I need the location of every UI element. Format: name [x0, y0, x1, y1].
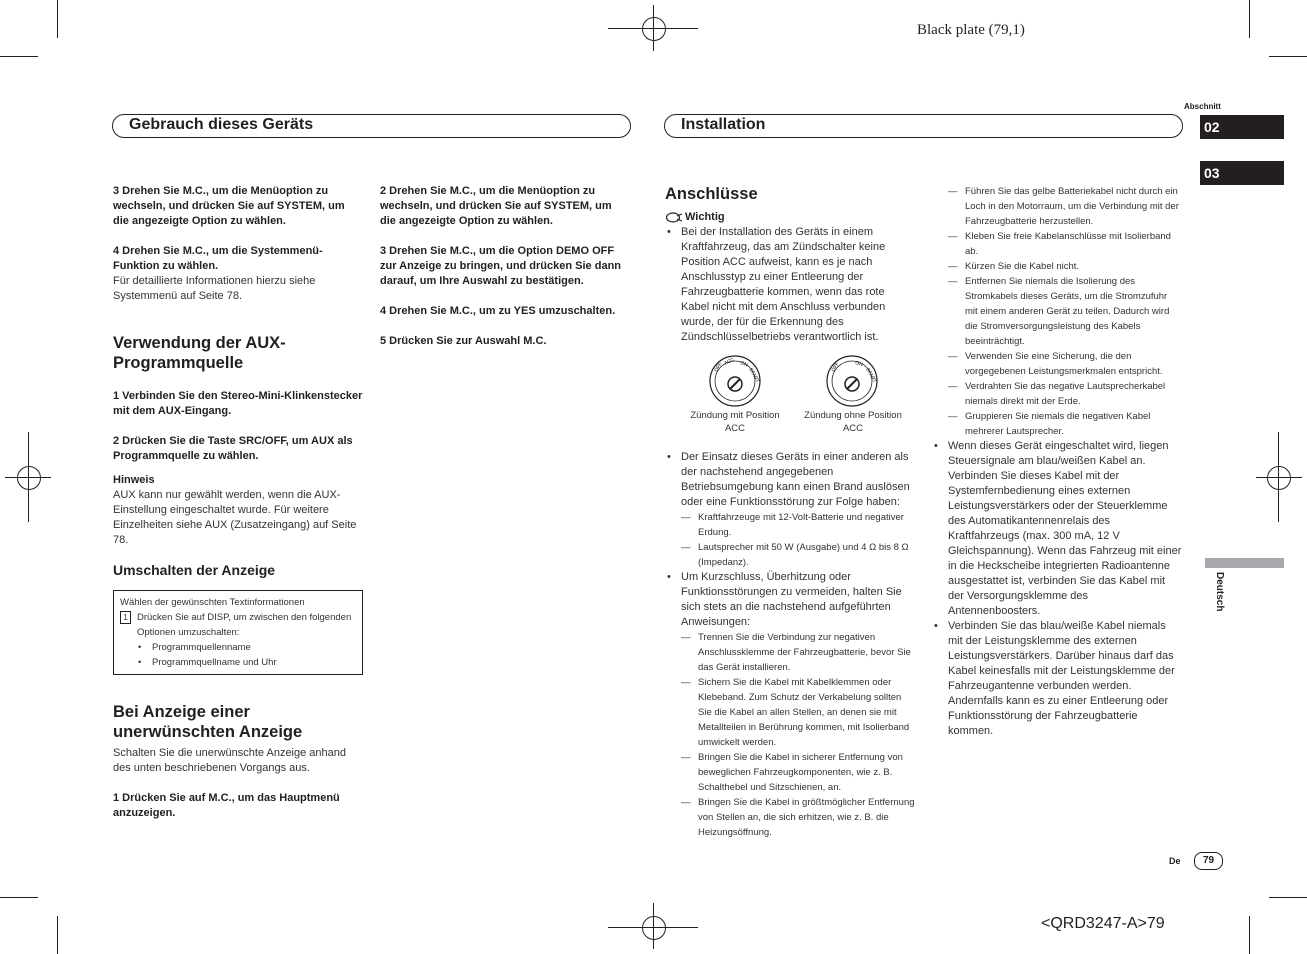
section-header-left [112, 114, 631, 138]
plate-label: Black plate (79,1) [917, 22, 1025, 38]
column-2 [380, 184, 630, 349]
box-item: • Programmquellname und Uhr [136, 655, 356, 670]
column-1 [113, 184, 363, 821]
dash-item: — Lautsprecher mit 50 W (Ausgabe) und 4 Ω bis 8 Ω (Impedanz). [681, 540, 915, 570]
crop-mark [1249, 0, 1250, 38]
unwanted-step-1: 1 Drücken Sie auf M.C., um das Hauptmenü anzuzeigen. [113, 792, 340, 819]
crop-mark [1249, 916, 1250, 954]
crop-mark [0, 897, 38, 898]
dash-item: — Kürzen Sie die Kabel nicht. [948, 259, 1182, 274]
dash-item: — Bringen Sie die Kabel in größtmöglicher Entfernung von Stellen an, die sich erhitzen, wie z. B. die Heizungsöffnung. [681, 795, 915, 840]
dash-item: — Trennen Sie die Verbindung zur negativen Anschlussklemme der Fahrzeugbatterie, bevor Sie das Gerät installieren. [681, 630, 915, 675]
important-row [665, 210, 915, 225]
bullet-1: • Bei der Installation des Geräts in einem Kraftfahrzeug, das am Zündschalter keine Position ACC aufweist, kann es je nach Anschlusstyp zu einer Entleerung der Fahrzeugbatterie kommen, wenn das rote Kabel nicht mit dem Anschluss verbunden wurde, der für die Erkennung des Zündschlüsselbetriebs verantwortlich ist. [665, 225, 915, 345]
step-4: 4 Drehen Sie M.C., um die Systemmenü-Funktion zu wählen. [113, 245, 323, 272]
step-3: 3 Drehen Sie M.C., um die Option DEMO OFF zur Anzeige zu bringen, und drücken Sie dann darauf, um Ihre Auswahl zu bestätigen. [380, 245, 622, 287]
step-4: 4 Drehen Sie M.C., um zu YES umzuschalten. [380, 305, 616, 317]
ign-label: START [864, 367, 878, 384]
column-3 [665, 184, 915, 840]
crop-mark [1269, 897, 1307, 898]
section-header-right [664, 114, 1183, 138]
ignition-without-caption: Zündung ohne Position ACC [804, 410, 902, 434]
ignition-without-acc-icon [825, 354, 879, 408]
dash-item: — Gruppieren Sie niemals die negativen Kabel mehrerer Lautsprecher. [948, 409, 1182, 439]
column-4 [932, 184, 1182, 739]
crop-mark [1269, 56, 1307, 57]
box-step: Drücken Sie auf DISP, um zwischen den folgenden Optionen umzuschalten: [137, 612, 352, 638]
unwanted-heading: Bei Anzeige einer unerwünschten Anzeige [113, 703, 303, 741]
important-icon [665, 212, 683, 223]
section-tab-02[interactable]: 02 [1200, 115, 1284, 139]
ign-label: ACC [723, 356, 736, 367]
step-5: 5 Drücken Sie zur Auswahl M.C. [380, 335, 547, 347]
footer-code: <QRD3247-A>79 [1041, 915, 1165, 932]
display-heading: Umschalten der Anzeige [113, 562, 276, 578]
dash-item: — Sichern Sie die Kabel mit Kabelklemmen oder Klebeband. Zum Schutz der Verkabelung sollten Sie die Kabel an allen Stellen, an denen sie mit Metallteilen in Berührung kommen, mit Isolierband umwickelt werden. [681, 675, 915, 750]
step-3: 3 Drehen Sie M.C., um die Menüoption zu wechseln, und drücken Sie auf SYSTEM, um die angezeigte Option zu wählen. [113, 185, 345, 227]
ignition-figures [665, 345, 915, 440]
dash-item: — Verdrahten Sie das negative Lautsprecherkabel niemals direkt mit der Erde. [948, 379, 1182, 409]
bullet-2: • Verbinden Sie das blau/weiße Kabel niemals mit der Leistungsklemme des externen Leistungsverstärkers. Darüber hinaus darf das Kabel keinesfalls mit der Leistungsklemme der Fahrzeugantenne verbunden werden. Andernfalls kann es zu einer Entleerung oder Funktionsstörung der Fahrzeugbatterie kommen. [932, 619, 1182, 739]
dash-item: — Kleben Sie freie Kabelanschlüsse mit Isolierband ab. [948, 229, 1182, 259]
registration-mark [17, 466, 41, 490]
connections-heading: Anschlüsse [665, 185, 758, 203]
step-2: 2 Drehen Sie M.C., um die Menüoption zu wechseln, und drücken Sie auf SYSTEM, um die angezeigte Option zu wählen. [380, 185, 612, 227]
bullet-2: • Der Einsatz dieses Geräts in einer anderen als der nachstehend angegebenen Betriebsumgebung kann einen Brand auslösen oder eine Funktionsstörung zur Folge haben: [665, 450, 915, 510]
dash-item: — Bringen Sie die Kabel in sicherer Entfernung von beweglichen Fahrzeugkomponenten, wie z. B. Schalthebel und Sitzschienen, an. [681, 750, 915, 795]
unwanted-text: Schalten Sie die unerwünschte Anzeige anhand des unten beschriebenen Vorgangs aus. [113, 747, 347, 774]
registration-mark [642, 17, 666, 41]
hinweis-text: AUX kann nur gewählt werden, wenn die AUX-Einstellung eingeschaltet wurde. Für weitere Einzelheiten siehe AUX (Zusatzeingang) auf Seite 78. [113, 489, 357, 546]
dash-item: — Führen Sie das gelbe Batteriekabel nicht durch ein Loch in den Motorraum, um die Verbindung mit der Fahrzeugbatterie herzustellen. [948, 184, 1182, 229]
aux-step-2: 2 Drücken Sie die Taste SRC/OFF, um AUX als Programmquelle zu wählen. [113, 435, 353, 462]
registration-line [653, 903, 654, 949]
step-4-note: Für detaillierte Informationen hierzu siehe Systemmenü auf Seite 78. [113, 275, 316, 302]
page-lang: De [1169, 856, 1181, 866]
dash-item: — Entfernen Sie niemals die Isolierung des Stromkabels dieses Geräts, um die Stromzufuhr mit einem anderen Gerät zu teilen. Dadurch wird die Stromversorgungsleistung des Kabels beeinträchtigt. [948, 274, 1182, 349]
registration-mark [642, 916, 666, 940]
box-step-number: 1 [120, 611, 131, 624]
display-box [113, 590, 363, 675]
ign-label: OFF [830, 361, 841, 373]
section-header-right-title: Installation [681, 116, 766, 133]
language-tab: Deutsch [1214, 572, 1225, 612]
section-tab-03[interactable]: 03 [1200, 161, 1284, 185]
ign-label: OFF [713, 361, 724, 373]
registration-line [1278, 432, 1279, 522]
page-number: 79 [1194, 852, 1223, 870]
hinweis-label: Hinweis [113, 474, 155, 486]
registration-line [28, 432, 29, 522]
ignition-with-acc-icon [708, 354, 762, 408]
box-item: • Programmquellenname [136, 640, 356, 655]
language-tab-bar [1205, 558, 1284, 568]
ign-label: ON [854, 360, 864, 368]
ign-label: START [747, 367, 761, 384]
registration-line [1256, 477, 1302, 478]
registration-line [653, 5, 654, 51]
ignition-with-caption: Zündung mit Position ACC [690, 410, 780, 434]
bullet-1: • Wenn dieses Gerät eingeschaltet wird, liegen Steuersignale am blau/weißen Kabel an. Verbinden Sie dieses Kabel mit der Systemfernbedienung eines externen Leistungsverstärkers oder der Steuerklemme des Automatikantennenrelais des Kraftfahrzeugs (max. 300 mA, 12 V Gleichspannung). Wenn das Fahrzeug mit einer in die Heckscheibe integrierten Radioantenne ausgestattet ist, verbinden Sie das Kabel mit der Versorgungsklemme des Antennenboosters. [932, 439, 1182, 619]
registration-mark [1267, 466, 1291, 490]
section-header-left-title: Gebrauch dieses Geräts [129, 116, 314, 133]
box-title: Wählen der gewünschten Textinformationen [120, 597, 305, 608]
section-label: Abschnitt [1184, 102, 1221, 111]
crop-mark [57, 0, 58, 38]
bullet-3: • Um Kurzschluss, Überhitzung oder Funktionsstörungen zu vermeiden, halten Sie sich stets an die nachstehend aufgeführten Anweisungen: [665, 570, 915, 630]
ign-label: ON [739, 360, 749, 369]
aux-heading: Verwendung der AUX-Programmquelle [113, 334, 286, 372]
crop-mark [0, 56, 38, 57]
important-label: Wichtig [685, 211, 725, 223]
crop-mark [57, 916, 58, 954]
dash-item: — Kraftfahrzeuge mit 12-Volt-Batterie und negativer Erdung. [681, 510, 915, 540]
dash-item: — Verwenden Sie eine Sicherung, die den vorgegebenen Leistungsmerkmalen entspricht. [948, 349, 1182, 379]
aux-step-1: 1 Verbinden Sie den Stereo-Mini-Klinkenstecker mit dem AUX-Eingang. [113, 390, 363, 417]
